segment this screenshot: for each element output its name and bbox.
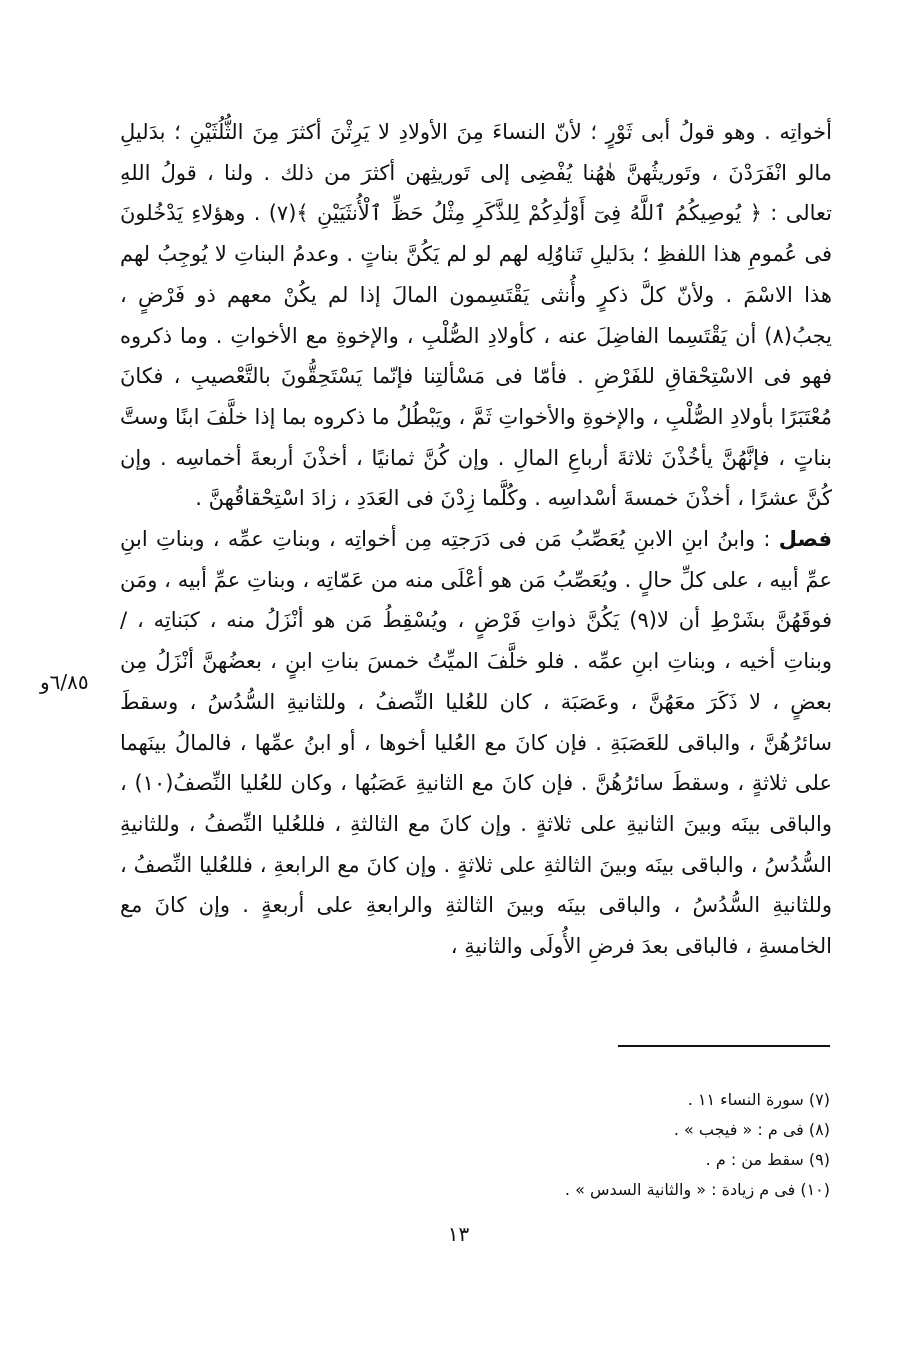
footnote-7: (٧) سورة النساء ١١ . xyxy=(687,1090,830,1109)
margin-note: ٦/٨٥و xyxy=(40,670,89,694)
main-text xyxy=(120,112,832,967)
paragraph-1: أخواتِه . وهو قولُ أبى ثَوْرٍ ؛ لأنّ النساءَ مِنَ الأولادِ لا يَرِثْنَ أكثرَ مِنَ الثُّلُثَيْنِ ؛ بدَليلِ مالو انْفَرَدْنَ ، وتَوريثُهنَّ هٰهُنا يُفْضِى إلى تَوريثِهن أكثرَ من ذلك . ولنا ، قولُ اللهِ تعالى : ﴿ يُوصِيكُمُ ٱللَّهُ فِىٓ أَوْلَٰدِكُمْ لِلذَّكَرِ مِثْلُ حَظِّ ٱلْأُنثَيَيْنِ ﴾(٧) . وهؤلاءِ يَدْخُلونَ فى عُمومِ هذا اللفظِ ؛ بدَليلِ تَناوُلِه لهم لو لم يَكُنَّ بناتٍ . وعدمُ البناتِ لا يُوجِبُ لهم هذا الاسْمَ . ولأنّ كلَّ ذكرٍ وأُنثى يَقْتَسِمون المالَ إذا لم يكُنْ معهم ذو فَرْضٍ ، يجبُ(٨) أن يَقْتَسِما الفاضِلَ عنه ، كأولادِ الصُّلْبِ ، والإخوةِ مع الأخواتِ . وما ذكروه فهو فى الاسْتِحْقاقِ للفَرْضِ . فأمّا فى مَسْألتِنا فإنّما يَسْتَحِقُّونَ بالتَّعْصيبِ ، فكانَ مُعْتَبَرًا بأولادِ الصُّلْبِ ، والإخوةِ والأخواتِ ثَمَّ ، ويَبْطُلُ ما ذكروه بما إذا خلَّفَ ابنًا وستَّ بناتٍ ، فإنَّهُنَّ يأخُذْنَ ثلاثةَ أرباعِ المالِ . وإن كُنَّ ثمانيًا ، أخذْنَ أربعةَ أخماسِه . وإن كُنَّ عشرًا ، أخذْنَ خمسةَ أسْداسِه . وكُلَّما زِدْنَ فى العَدَدِ ، زادَ اسْتِحْقاقُهنَّ . xyxy=(120,120,832,511)
footnotes xyxy=(430,1085,830,1205)
paragraph-2 xyxy=(120,519,832,967)
paragraph-2-text: : وابنُ ابنِ الابنِ يُعَصِّبُ مَن فى دَرَجتِه مِن أخواتِه ، وبناتِ عمِّه ، وبناتِ ابنِ عمِّ أبيه ، على كلِّ حالٍ . ويُعَصِّبُ مَن هو أعْلَى منه من عَمّاتِه ، وبناتِ عمِّ أبيه ، ومَن فوقَهُنَّ بشَرْطِ أن لا(٩) يَكُنَّ ذواتِ فَرْضٍ ، ويُسْقِطُ مَن هو أنْزَلُ منه ، كبَناتِه ، / وبناتِ أخيه ، وبناتِ ابنِ عمِّه . فلو خلَّفَ الميِّتُ خمسَ بناتِ ابنٍ ، بعضُهنَّ أنْزَلُ مِن بعضٍ ، لا ذَكَرَ معَهُنَّ ، وعَصَبَة ، كان للعُليا النِّصفُ ، وللثانيةِ السُّدُسُ ، وسقطَ سائرُهُنَّ ، والباقى للعَصَبَةِ . فإن كانَ مع العُليا أخوها ، أو ابنُ عمِّها ، فالمالُ بينَهما على ثلاثةٍ ، وسقطَ سائرُهُنَّ . فإن كانَ مع الثانيةِ عَصَبُها ، وكان للعُليا النِّصفُ(١٠) ، والباقى بينَه وبينَ الثانيةِ على ثلاثةٍ . وإن كانَ مع الثالثةِ ، فللعُليا النِّصفُ ، وللثانيةِ السُّدُسُ ، والباقى بينَه وبينَ الثالثةِ على ثلاثةٍ . وإن كانَ مع الرابعةِ ، فللعُليا النِّصفُ ، وللثانيةِ السُّدُسُ ، والباقى بينَه وبينَ الثالثةِ والرابعةِ على أربعةٍ . وإن كانَ مع الخامسةِ ، فالباقى بعدَ فرضِ الأُولَى والثانيةِ ، xyxy=(120,527,832,959)
page-number: ١٣ xyxy=(447,1222,470,1246)
section-label: فصل xyxy=(778,527,832,552)
footnote-divider xyxy=(618,1045,830,1047)
footnote-9: (٩) سقط من : م . xyxy=(705,1150,830,1169)
footnote-8: (٨) فى م : « فيجب » . xyxy=(673,1120,830,1139)
footnote-10: (١٠) فى م زيادة : « والثانية السدس » . xyxy=(564,1180,830,1199)
